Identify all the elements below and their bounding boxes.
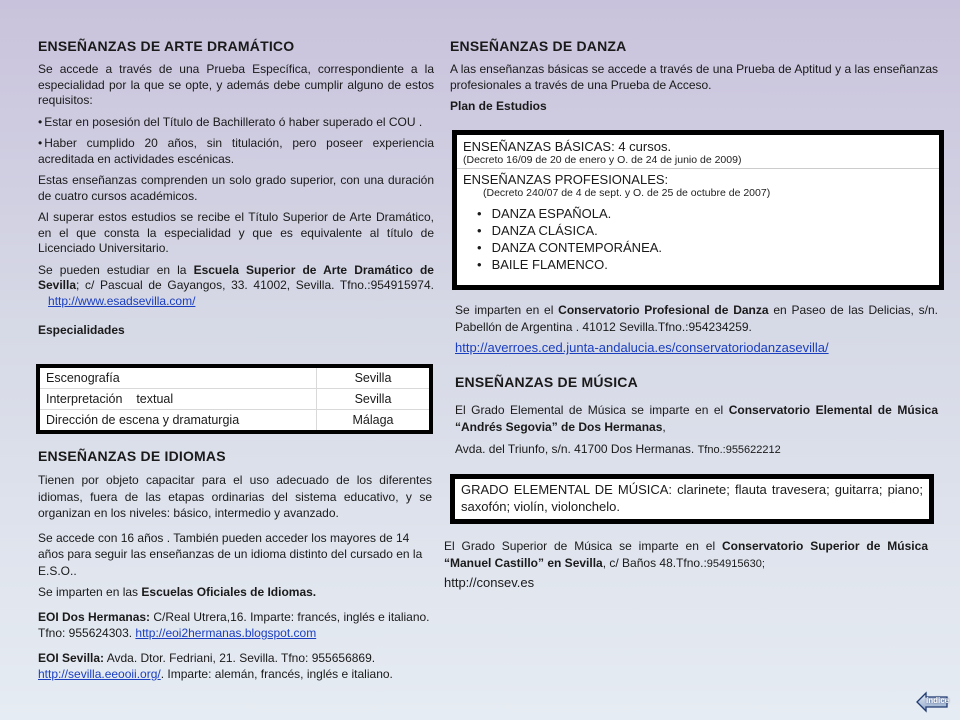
idiomas-access-text: Se accede con 16 años . También pueden acceder los mayores de 14 años para seguir las enseñanzas de un idioma distinto del cursado en la E.S.O.. <box>38 530 423 578</box>
arte-requirement-1: • Estar en posesión del Título de Bachillerato ó haber superado el COU . <box>38 115 434 131</box>
specialty-name: Escenografía <box>38 366 317 389</box>
danza-link-line <box>455 340 938 356</box>
eoi-sevilla: EOI Sevilla: Avda. Dtor. Fedriani, 21. Sevilla. Tfno: 955656869. http://sevilla.eeooii.org/. Imparte: alemán, francés, inglés e italiano. <box>38 650 393 681</box>
table-row <box>38 410 431 433</box>
specialty-city: Málaga <box>317 410 432 433</box>
arte-access-text: Se accede a través de una Prueba Específica, correspondiente a la especialidad por la que se opte, y además debe cumplir alguno de estos requisitos: <box>38 62 434 107</box>
consev-link-line <box>444 575 928 591</box>
specialties-table <box>36 364 433 434</box>
idiomas-section <box>38 448 432 689</box>
list-item: • BAILE FLAMENCO. <box>477 256 933 273</box>
danza-access-text: A las enseñanzas básicas se accede a través de una Prueba de Aptitud y a las enseñanzas profesionales a través de una Prueba de Acceso. <box>450 62 938 92</box>
plan-estudios-heading: Plan de Estudios <box>450 99 547 113</box>
danza-conservatorio-text: Se imparten en el Conservatorio Profesional de Danza en Paseo de las Delicias, s/n. Pabellón de Argentina . 41012 Sevilla.Tfno.:954234259. <box>455 303 938 334</box>
musica-title: ENSEÑANZAS DE MÚSICA <box>455 374 638 390</box>
basicas-row: ENSEÑANZAS BÁSICAS: 4 cursos. (Decreto 16/09 de 20 de enero y O. de 24 de junio de 2009) <box>457 135 939 169</box>
consev-link[interactable]: http://consev.es <box>444 575 535 590</box>
idiomas-purpose-text: Tienen por objeto capacitar para el uso adecuado de los diferentes idiomas, fuera de las etapas ordinarias del sistema educativo, y se organizan en los niveles: básico, intermedio y avanzado. <box>38 473 432 520</box>
arte-title: ENSEÑANZAS DE ARTE DRAMÁTICO <box>38 38 295 54</box>
idiomas-schools-text: Se imparten en las Escuelas Oficiales de Idiomas. <box>38 585 317 599</box>
back-arrow-icon[interactable] <box>916 690 948 714</box>
specialty-city: Sevilla <box>317 366 432 389</box>
arte-title-text: Al superar estos estudios se recibe el Título Superior de Arte Dramático, en el que consta la especialidad y que es equivalente al título de Licenciado Universitario. <box>38 210 434 255</box>
list-item: • DANZA CONTEMPORÁNEA. <box>477 239 933 256</box>
danza-plan-box <box>452 130 944 290</box>
specialty-city: Sevilla <box>317 389 432 410</box>
eoi-dos-hermanas: EOI Dos Hermanas: C/Real Utrera,16. Imparte: francés, inglés e italiano. Tfno: 955624303. http://eoi2hermanas.blogspot.com <box>38 609 430 640</box>
eoi-sevilla-link[interactable]: http://sevilla.eeooii.org/ <box>38 667 161 681</box>
arte-school-name: Escuela Superior de Arte Dramático de Sevilla <box>38 262 434 292</box>
idiomas-title: ENSEÑANZAS DE IDIOMAS <box>38 448 226 464</box>
danza-section <box>450 38 938 121</box>
profesionales-row: ENSEÑANZAS PROFESIONALES: (Decreto 240/07 de 4 de sept. y O. de 25 de octubre de 2007) • DANZA ESPAÑOLA. • DANZA CLÁSICA. • DANZA CONTEMPORÁNEA. • BAILE FLAMENCO. <box>457 169 939 273</box>
esad-link[interactable]: http://www.esadsevilla.com/ <box>48 293 196 308</box>
danza-conservatorio <box>455 302 938 362</box>
table-row <box>38 366 431 389</box>
list-item: • DANZA CLÁSICA. <box>477 222 933 239</box>
list-item: • DANZA ESPAÑOLA. <box>477 205 933 222</box>
musica-elemental-text: El Grado Elemental de Música se imparte en el Conservatorio Elemental de Música “Andrés Segovia” de Dos Hermanas, <box>455 403 938 434</box>
danza-items-list <box>477 205 933 273</box>
musica-superior <box>444 538 928 597</box>
arte-requirement-2: • Haber cumplido 20 años, sin titulación, pero poseer experiencia acreditada en actividades escénicas. <box>38 136 434 167</box>
musica-superior-text: El Grado Superior de Música se imparte en el Conservatorio Superior de Música “Manuel Castillo” en Sevilla, c/ Baños 48.Tfno.:954915630; <box>444 539 928 570</box>
arte-duration-text: Estas enseñanzas comprenden un solo grado superior, con una duración de cuatro cursos académicos. <box>38 173 434 203</box>
especialidades-heading: Especialidades <box>38 323 125 337</box>
eoi-dos-hermanas-link[interactable]: http://eoi2hermanas.blogspot.com <box>135 626 317 640</box>
indice-label: índice <box>926 696 950 705</box>
table-row <box>38 389 431 410</box>
grado-elemental-box: GRADO ELEMENTAL DE MÚSICA: clarinete; flauta travesera; guitarra; piano; saxofón; violín, violonchelo. <box>450 474 934 524</box>
danza-link[interactable]: http://averroes.ced.junta-andalucia.es/conservatoriodanzasevilla/ <box>455 340 829 355</box>
musica-address: Avda. del Triunfo, s/n. 41700 Dos Hermanas. Tfno.:955622212 <box>455 442 781 456</box>
danza-title: ENSEÑANZAS DE DANZA <box>450 38 627 54</box>
specialty-name: Interpretación textual <box>38 389 317 410</box>
musica-section <box>455 374 938 465</box>
arte-dramatico-section <box>38 38 434 345</box>
specialty-name: Dirección de escena y dramaturgia <box>38 410 317 433</box>
arte-school-text: Se pueden estudiar en la Escuela Superior de Arte Dramático de Sevilla; c/ Pascual de Gayangos, 33. 41002, Sevilla. Tfno.:954915974. http://www.esadsevilla.com/ <box>38 262 434 308</box>
